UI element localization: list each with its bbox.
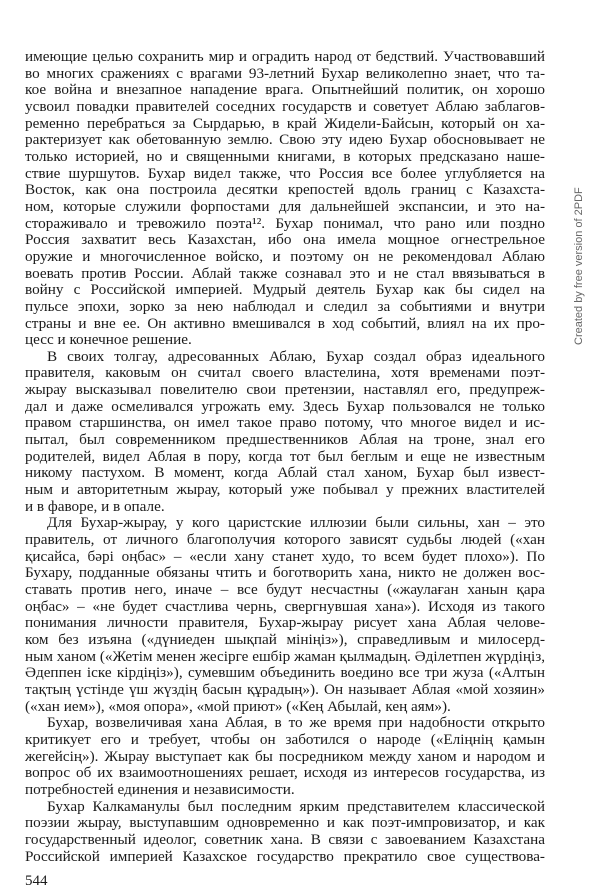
text-line: поэзии жырау, выступавшим одновременно и как поэт-импровизатор, и как <box>25 814 545 832</box>
text-line: родителей, видел Аблая в пору, когда тот был беглым и еще не известным <box>25 447 545 465</box>
paragraph <box>25 349 545 516</box>
text-line: пытал, был современником предшественников Аблая на троне, знал его <box>25 431 545 449</box>
text-line: цесс и конечное решение. <box>25 331 192 349</box>
text-line: ременно перебраться за Сырдарью, в край Жидели-Байсын, который он ха- <box>25 114 545 132</box>
text-line: усвоил повадки правителей соседних государств и советует Аблаю заблагов- <box>25 97 545 115</box>
text-line: пульсе эпохи, зорко за нею наблюдал и следил за событиями и внутри <box>25 297 545 315</box>
page-number: 544 <box>25 873 48 889</box>
watermark-text: Created by free version of 2PDF <box>573 187 585 345</box>
text-line: Восток, как она построила десятки крепостей вдоль границ с Казахста- <box>25 181 545 199</box>
text-line: ствие шуршутов. Бухар видел также, что Россия все более углубляется на <box>25 164 545 182</box>
text-line: Бухар Калкаманулы был последним ярким представителем классической <box>47 797 545 815</box>
text-line: во многих сражениях с врагами 93-летний Бухар великолепно знает, что та- <box>25 64 545 82</box>
text-line: («хан ием»), «моя опора», «мой приют» («Кең Абылай, кең аям»). <box>25 697 451 715</box>
text-line: страны и вне ее. Он активно вмешивался в ход событий, влиял на их про- <box>25 314 545 332</box>
text-line: Бухар, возвеличивая хана Аблая, в то же время при надобности открыто <box>47 714 545 732</box>
text-line: Для Бухар-жырау, у кого царистские иллюзии были сильны, хан – это <box>47 514 545 532</box>
text-line: ным и авторитетным жырау, который уже побывал у прежних властителей <box>25 481 545 499</box>
text-line: воевать против России. Аблай также сознавал это и не стал ввязываться в <box>25 264 545 282</box>
text-line: Россия захватит весь Казахстан, ибо она имела мощное огнестрельное <box>25 231 545 249</box>
text-line: дал и даже осмеливался угрожать ему. Здесь Бухар пользовался не только <box>25 397 545 415</box>
text-line: стораживало и тревожило поэта¹². Бухар понимал, что рано или поздно <box>25 214 545 232</box>
text-line: только историей, но и священными книгами, в которых предсказано наше- <box>25 147 545 165</box>
text-line: оңбас» – «не будет счастлива чернь, свергнувшая хана»). Исходя из такого <box>25 597 545 615</box>
text-line: понимания личности правителя, Бухар-жырау рисует хана Аблая челове- <box>25 614 545 632</box>
text-line: ном, которые служили форпостами для дальнейшей экспансии, и это на- <box>25 197 545 215</box>
text-line: жегейсің»). Жырау выступает как бы посредником между ханом и народом и <box>25 747 545 765</box>
text-line: вопрос об их взаимоотношениях решает, исходя из интересов государства, из <box>25 764 545 782</box>
text-line: кое война и внезапное нападение врага. Опытнейший политик, он хорошо <box>25 81 545 99</box>
text-line: Бухару, подданные обязаны чтить и боготворить хана, никто не должен вос- <box>25 564 545 582</box>
text-line: правитель, от личного благополучия которого зависят судьбы людей («хан <box>25 531 545 549</box>
text-line: Российской империей Казахское государство прекратило свое существова- <box>25 847 545 865</box>
text-line: войну с Российской империей. Мудрый деятель Бухар как бы сидел на <box>25 281 545 299</box>
text-line: қисайса, бәрі оңбас» – «если хану станет худо, то всем будет плохо»). По <box>25 547 545 565</box>
text-line: правом старшинства, он имел такое право потому, что многое видел и ис- <box>25 414 545 432</box>
paragraph <box>25 49 545 349</box>
text-line: жырау высказывал повелителю свои претензии, наставлял его, предупреж- <box>25 381 545 399</box>
text-line: оружие и многочисленное войско, и поэтому он не рекомендовал Аблаю <box>25 247 545 265</box>
text-line: Әдеппен іске кірдіңіз»), сумевшим объединить воедино все три жуза («Алтын <box>25 664 545 682</box>
text-line: и в фаворе, и в опале. <box>25 497 165 515</box>
text-line: рактеризует как обетованную землю. Свою эту идею Бухар обосновывает не <box>25 131 545 149</box>
text-line: ставать против него, иначе – все будут несчастны («жаулаған ханын қара <box>25 581 545 598</box>
text-line: правителя, каковым он считал своего властелина, хотя временами поэт- <box>25 364 545 382</box>
text-line: никому пастухом. В момент, когда Аблай стал ханом, Бухар был извест- <box>25 464 545 482</box>
text-line: ным ханом («Жетім менен жесірге ешбір жаман қылмадың. Әділетпен жүрдіңіз, <box>25 647 545 665</box>
text-line: критикует его и требует, чтобы он заботился о народе («Еліңнің қамын <box>25 730 545 748</box>
text-line: потребностей единения и независимости. <box>25 780 295 798</box>
text-line: В своих толгау, адресованных Аблаю, Бухар создал образ идеального <box>47 347 545 365</box>
text-line: государственный идеолог, советник хана. В связи с завоеванием Казахстана <box>25 830 545 848</box>
text-line: ком без изъяна («дүниеден шықпай мініңіз»), справедливым и милосерд- <box>25 630 545 648</box>
text-line: имеющие целью сохранить мир и оградить народ от бедствий. Участвовавший <box>25 48 545 65</box>
page-body-text <box>25 49 545 865</box>
paragraph <box>25 799 545 866</box>
paragraph <box>25 515 545 715</box>
text-line: тақтың үстінде үш жүздің басын құрадың»). Он называет Аблая «мой хозяин» <box>25 680 545 698</box>
paragraph <box>25 715 545 798</box>
